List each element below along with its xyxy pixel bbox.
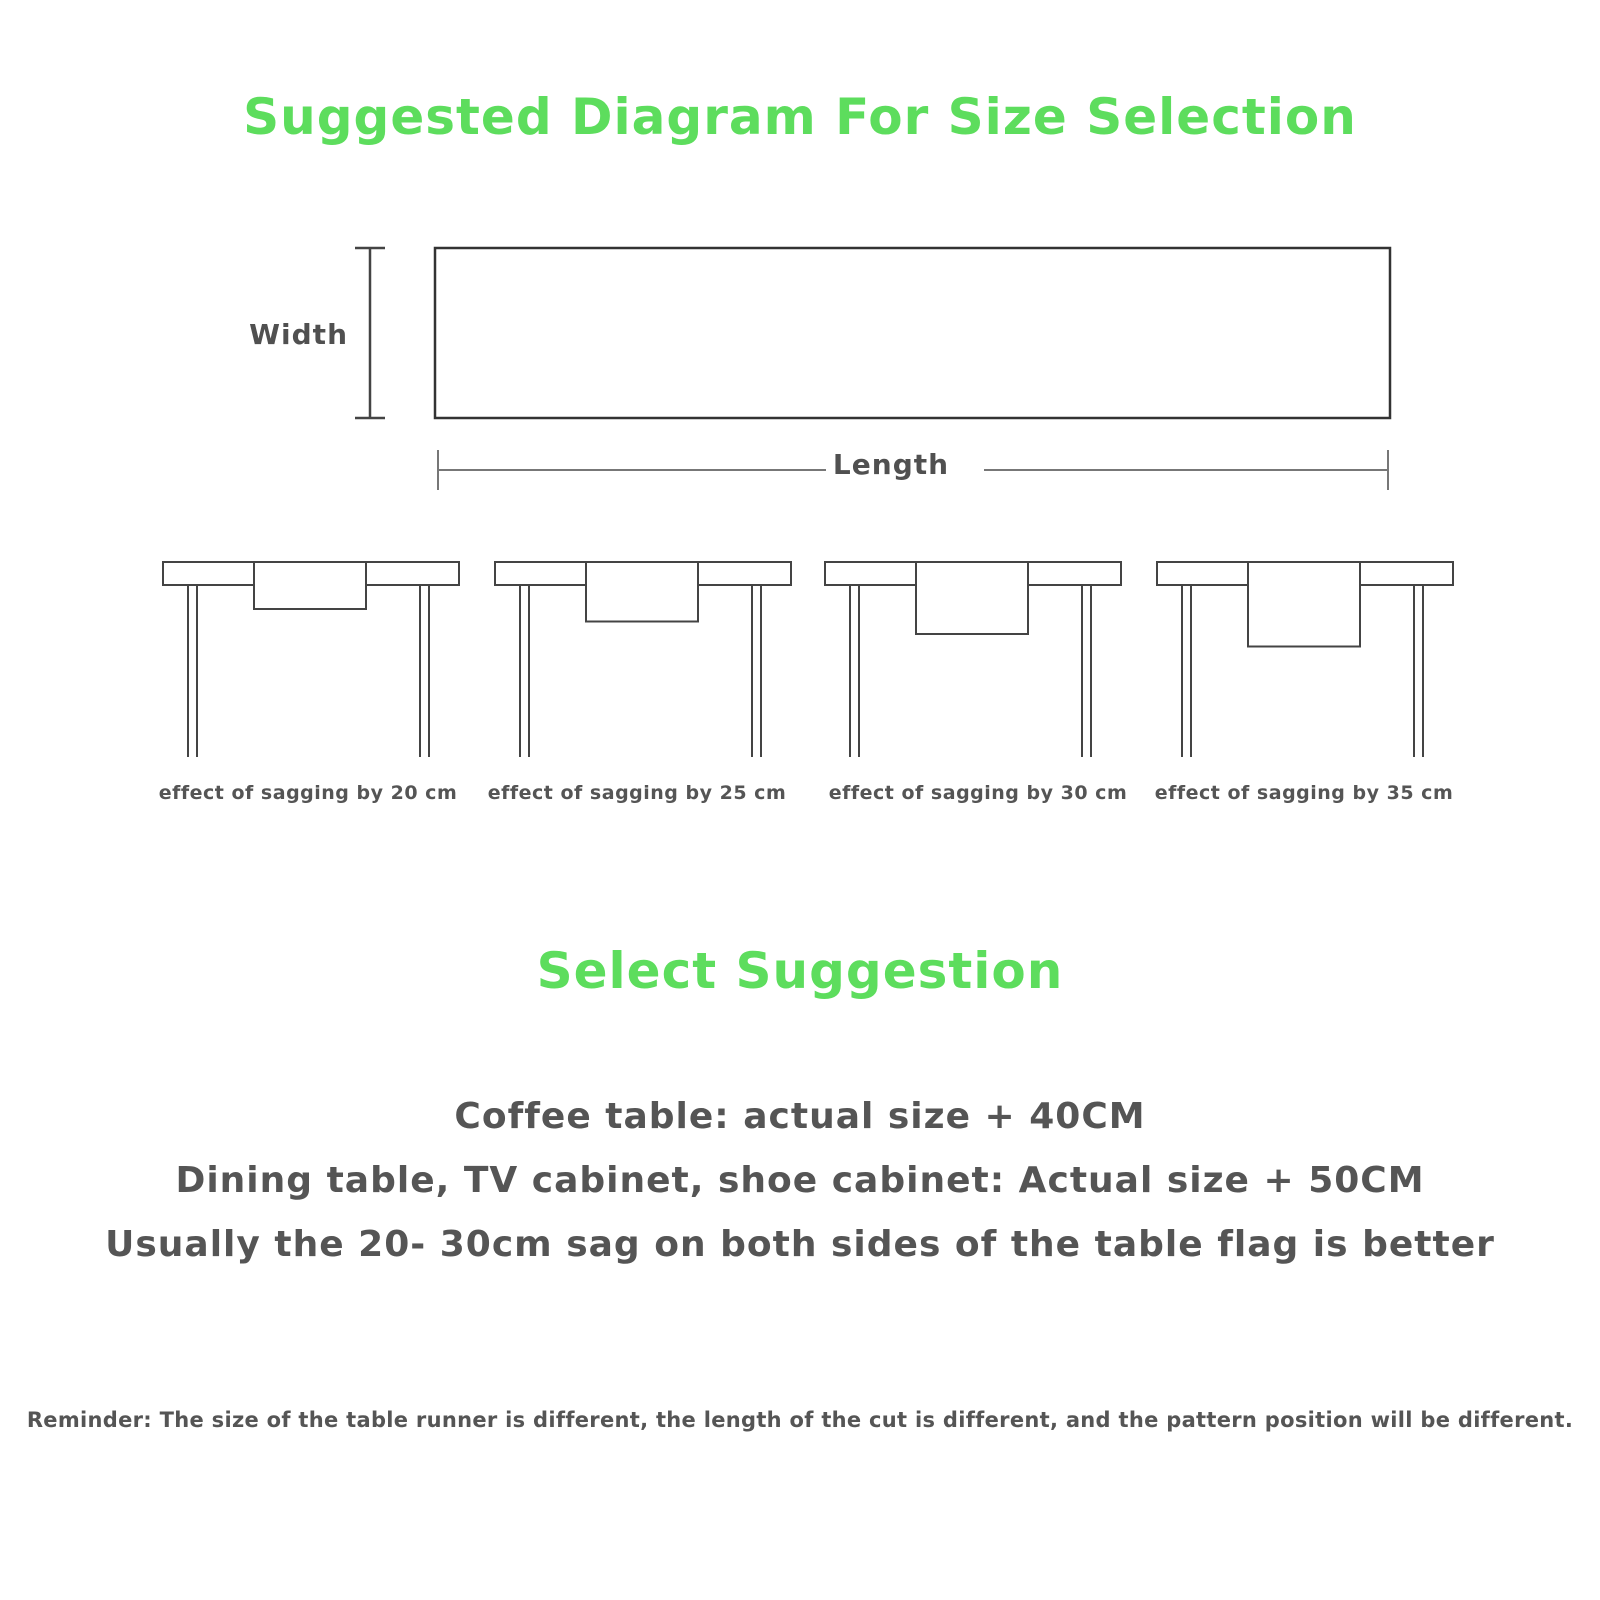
sag-caption-30: effect of sagging by 30 cm bbox=[828, 782, 1128, 804]
hanging-runner bbox=[1248, 562, 1360, 647]
table-illustration-35 bbox=[1157, 562, 1453, 757]
sag-tables bbox=[163, 562, 1453, 757]
width-dimension-line bbox=[355, 248, 385, 418]
suggestion-line-sag-range: Usually the 20- 30cm sag on both sides of the table flag is better bbox=[105, 1224, 1495, 1265]
suggestion-title: Select Suggestion bbox=[536, 942, 1064, 1000]
table-runner-outline bbox=[435, 248, 1390, 418]
suggestion-line-dining-table: Dining table, TV cabinet, shoe cabinet: Actual size + 50CM bbox=[175, 1160, 1425, 1201]
length-label: Length bbox=[826, 448, 956, 481]
sag-caption-25: effect of sagging by 25 cm bbox=[487, 782, 787, 804]
sag-caption-35: effect of sagging by 35 cm bbox=[1154, 782, 1454, 804]
width-label: Width bbox=[249, 318, 348, 351]
hanging-runner bbox=[586, 562, 698, 622]
table-illustration-20 bbox=[163, 562, 459, 757]
reminder-note: Reminder: The size of the table runner is different, the length of the cut is different, and the pattern position will be different. bbox=[26, 1408, 1574, 1432]
sag-caption-20: effect of sagging by 20 cm bbox=[158, 782, 458, 804]
table-illustration-30 bbox=[825, 562, 1121, 757]
hanging-runner bbox=[254, 562, 366, 609]
diagram-title: Suggested Diagram For Size Selection bbox=[243, 88, 1357, 146]
table-illustration-25 bbox=[495, 562, 791, 757]
suggestion-line-coffee-table: Coffee table: actual size + 40CM bbox=[454, 1096, 1146, 1137]
hanging-runner bbox=[916, 562, 1028, 634]
